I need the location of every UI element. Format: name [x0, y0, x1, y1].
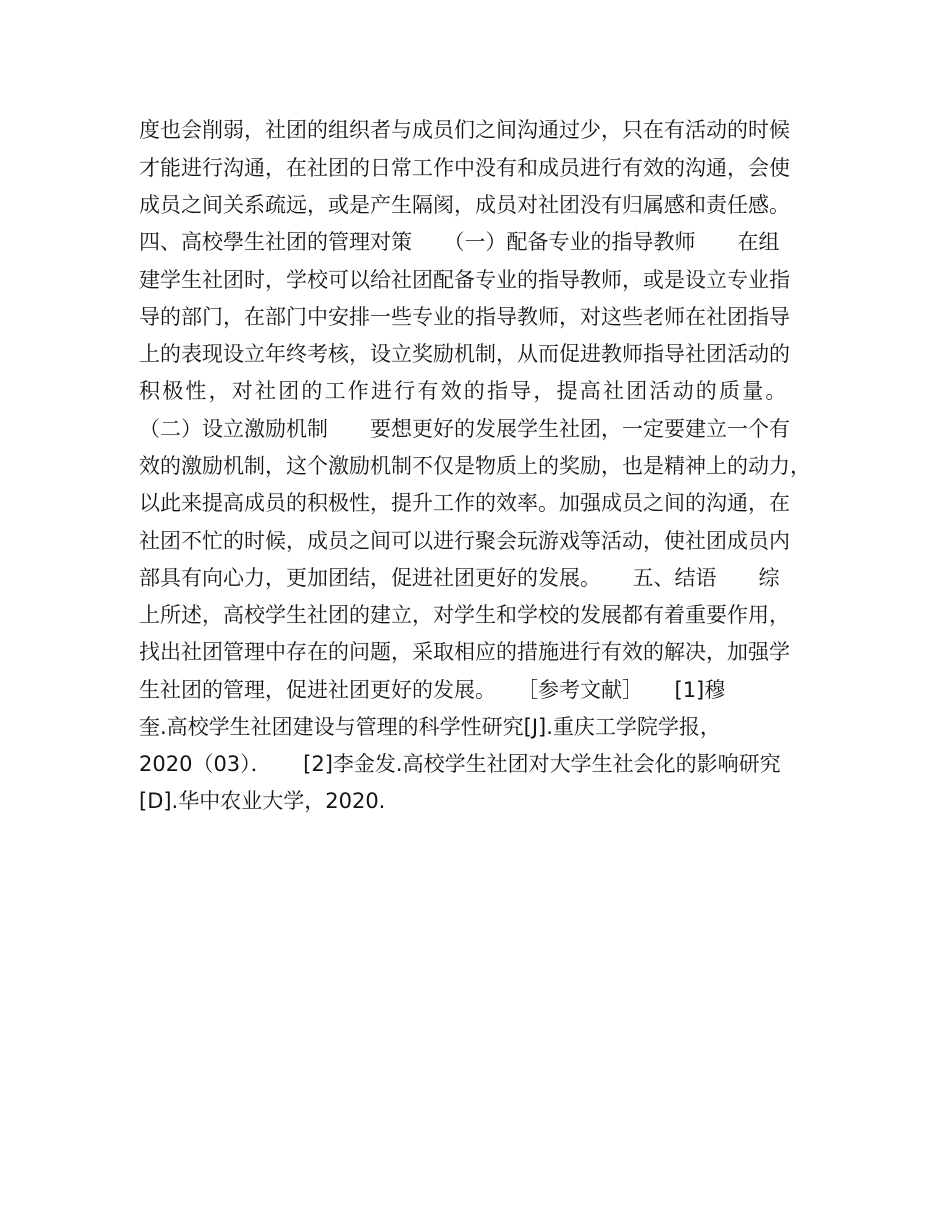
body-text-line: 效的激励机制，这个激励机制不仅是物质上的奖励，也是精神上的动力， [139, 454, 811, 478]
body-text-line: 导的部门，在部门中安排一些专业的指导教师，对这些老师在社团指导 [139, 305, 790, 329]
body-text-line: 社团不忙的时候，成员之间可以进行聚会玩游戏等活动，使社团成员内 [139, 529, 790, 553]
reference-line: [D].华中农业大学，2020. [139, 789, 386, 813]
body-text-line: 上的表现设立年终考核，设立奖励机制，从而促进教师指导社团活动的 [139, 342, 790, 366]
body-text-line: 找出社团管理中存在的问题，采取相应的措施进行有效的解决，加强学 [139, 640, 790, 664]
body-text-line: 以此来提高成员的积极性，提升工作的效率。加强成员之间的沟通，在 [139, 491, 790, 515]
reference-heading-line: 生社团的管理，促进社团更好的发展。 ［参考文献］ [1]穆 [139, 678, 726, 702]
body-text-line: 积极性，对社团的工作进行有效的指导，提高社团活动的质量。 [139, 379, 789, 403]
body-text-line: 成员之间关系疏远，或是产生隔阂，成员对社团没有归属感和责任感。 [139, 193, 790, 217]
body-text-line: （二）设立激励机制 要想更好的发展学生社团，一定要建立一个有 [139, 417, 790, 441]
body-text-line: 才能进行沟通，在社团的日常工作中没有和成员进行有效的沟通，会使 [139, 156, 790, 180]
reference-line: 奎.高校学生社团建设与管理的科学性研究[J].重庆工学院学报， [139, 715, 721, 739]
body-text-line: 度也会削弱，社团的组织者与成员们之间沟通过少，只在有活动的时候 [139, 118, 790, 142]
body-text-line: 上所述，高校学生社团的建立，对学生和学校的发展都有着重要作用， [139, 603, 790, 627]
section-heading-line: 四、高校學生社团的管理对策 （一）配备专业的指导教师 在组 [139, 230, 780, 254]
body-text-line: 建学生社团时，学校可以给社团配备专业的指导教师，或是设立专业指 [139, 268, 790, 292]
reference-line: 2020（03）． [2]李金发.高校学生社团对大学生社会化的影响研究 [139, 752, 781, 776]
body-text-line: 部具有向心力，更加团结，促进社团更好的发展。 五、结语 综 [139, 566, 780, 590]
